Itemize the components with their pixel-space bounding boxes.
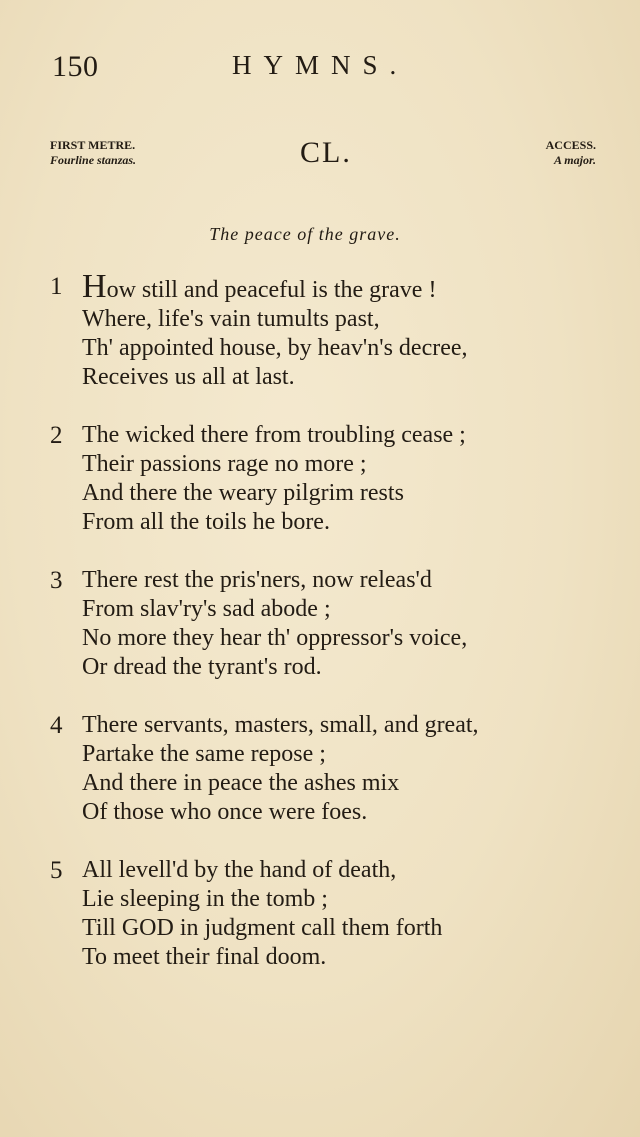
verse-line: Their passions rage no more ; (82, 451, 367, 477)
verse-line: Partake the same repose ; (82, 741, 326, 767)
hymn-text (50, 268, 620, 1001)
stanza-number: 1 (50, 273, 63, 300)
tune-name: ACCESS. (545, 138, 596, 152)
stanza (50, 268, 620, 392)
verse-line: The wicked there from troubling cease ; (82, 422, 466, 448)
verse-line: From all the toils he bore. (82, 509, 330, 535)
stanza (50, 421, 620, 537)
verse-line: To meet their final doom. (82, 944, 327, 970)
verse-line: There servants, masters, small, and great, (82, 712, 479, 738)
verse-line (50, 268, 620, 305)
verse-line: There rest the pris'ners, now releas'd (82, 567, 432, 593)
verse-line: Of those who once were foes. (82, 799, 368, 825)
verse-line: Or dread the tyrant's rod. (82, 654, 322, 680)
verse-line: And there the weary pilgrim rests (82, 480, 404, 506)
stanza-form-label: Fourline stanzas. (50, 153, 137, 167)
metre-info (50, 138, 136, 168)
verse-line: From slav'ry's sad abode ; (82, 596, 331, 622)
hymn-number: CL. (300, 136, 352, 169)
stanza-number: 2 (50, 422, 63, 449)
verse-line: No more they hear th' oppressor's voice, (82, 625, 468, 651)
drop-cap: H (82, 268, 107, 305)
stanza-number: 4 (50, 712, 63, 739)
stanza-number: 3 (50, 567, 63, 594)
metre-label: FIRST METRE. (50, 138, 136, 152)
stanza (50, 711, 620, 827)
verse-line: All levell'd by the hand of death, (82, 857, 397, 883)
verse-line: Receives us all at last. (82, 364, 295, 390)
tune-info (546, 138, 596, 168)
running-title: HYMNS. (232, 50, 409, 80)
verse-line: And there in peace the ashes mix (82, 770, 400, 796)
stanza (50, 856, 620, 972)
running-head (0, 50, 640, 86)
page-number: 150 (52, 50, 99, 83)
verse-line: Lie sleeping in the tomb ; (82, 886, 328, 912)
tune-key: A major. (553, 153, 596, 167)
verse-line: Where, life's vain tumults past, (82, 306, 380, 332)
stanza (50, 566, 620, 682)
verse-line: Till GOD in judgment call them forth (82, 915, 443, 941)
verse-line-text: ow still and peaceful is the grave ! (106, 277, 437, 303)
hymn-heading: The peace of the grave. (209, 224, 401, 244)
stanza-number: 5 (50, 857, 63, 884)
verse-line: Th' appointed house, by heav'n's decree, (82, 335, 468, 361)
